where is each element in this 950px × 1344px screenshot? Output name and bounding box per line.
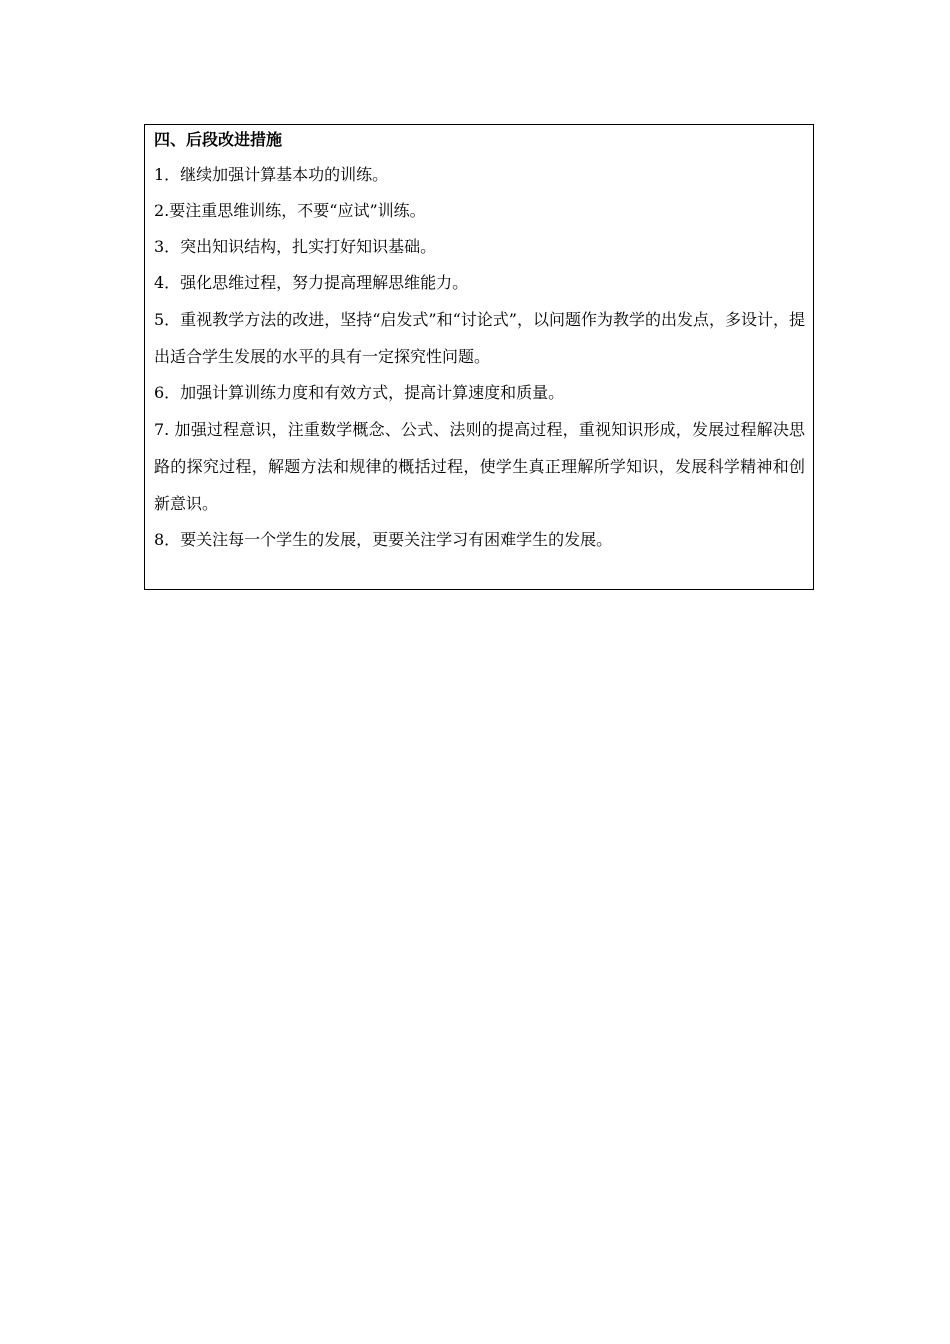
measure-item-5: 5．重视教学方法的改进，坚持“启发式”和“讨论式”，以问题作为教学的出发点，多设计，提出适合学生发展的水平的具有一定探究性问题。 — [154, 310, 805, 366]
improvement-measures-box — [144, 124, 814, 590]
measure-item-3: 3．突出知识结构，扎实打好知识基础。 — [154, 237, 437, 256]
measure-item-4: 4．强化思维过程，努力提高理解思维能力。 — [154, 273, 469, 292]
measure-item-1: 1．继续加强计算基本功的训练。 — [154, 165, 389, 184]
measure-item-8: 8．要关注每一个学生的发展，更要关注学习有困难学生的发展。 — [154, 530, 613, 549]
measure-item-6: 6．加强计算训练力度和有效方式，提高计算速度和质量。 — [154, 383, 565, 402]
measure-item-7: 7. 加强过程意识，注重数学概念、公式、法则的提高过程，重视知识形成，发展过程解决思路的探究过程，解题方法和规律的概括过程，使学生真正理解所学知识，发展科学精神和创新意识。 — [154, 420, 805, 513]
section-heading: 四、后段改进措施 — [154, 130, 283, 149]
measure-item-2: 2.要注重思维训练，不要“应试”训练。 — [154, 201, 426, 220]
